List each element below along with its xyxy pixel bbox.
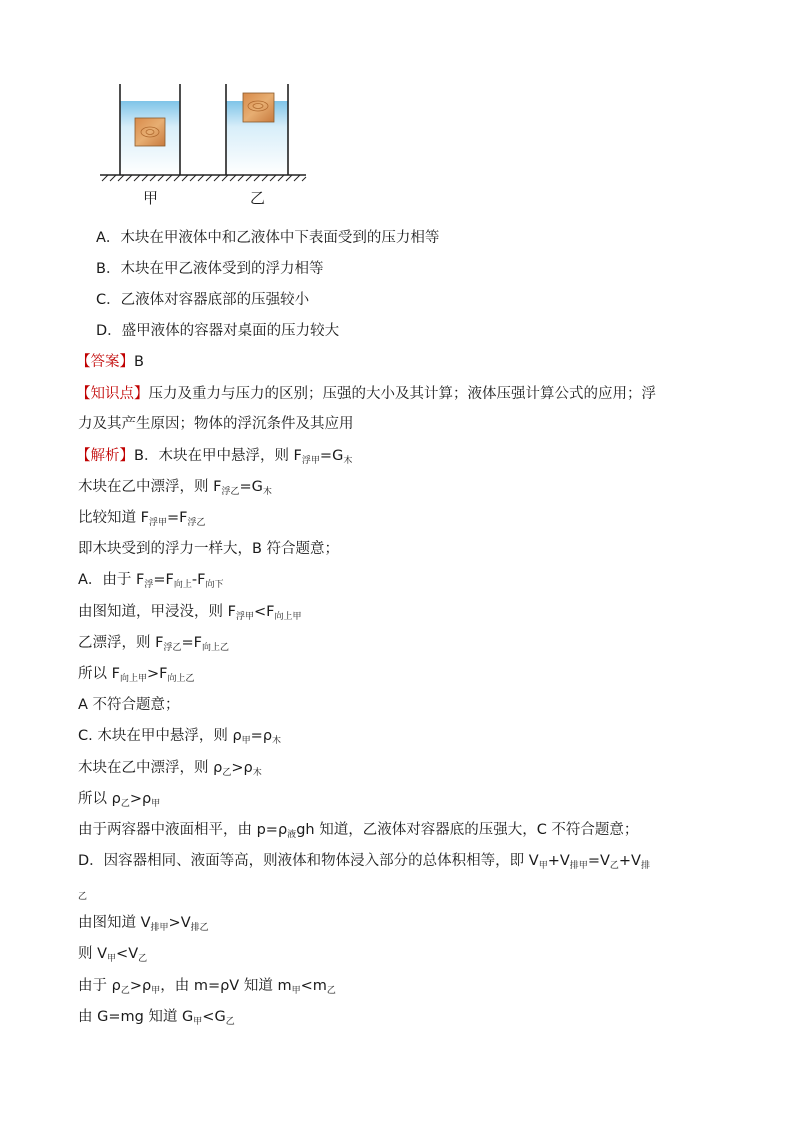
analysis-text: >V [168, 915, 191, 931]
subscript: 浮乙 [163, 643, 182, 653]
subscript: 乙 [326, 986, 336, 996]
figure-label-jia: 甲 [143, 189, 159, 207]
subscript: 甲 [151, 799, 161, 809]
subscript: 木 [343, 456, 353, 466]
subscript: 甲 [151, 986, 161, 996]
analysis-line-13 [78, 820, 638, 845]
analysis-line-18 [78, 976, 336, 1001]
subscript: 甲 [107, 954, 117, 964]
subscript: 甲 [241, 736, 251, 746]
option-c: C．乙液体对容器底部的压强较小 [96, 292, 310, 308]
analysis-text: 由图知道 V [78, 915, 151, 931]
subscript: 排甲 [569, 861, 588, 871]
answer-line [76, 352, 144, 372]
knowledge-tag: 【知识点】 [76, 386, 149, 402]
subscript: 乙 [609, 861, 619, 871]
subscript: 木 [262, 487, 272, 497]
analysis-text: A．由于 F [78, 572, 145, 588]
analysis-line-2 [78, 477, 272, 502]
analysis-text: 由 G=mg 知道 G [78, 1009, 194, 1025]
subscript: 乙 [120, 799, 130, 809]
analysis-text: 木块在乙中漂浮，则 F [78, 479, 222, 495]
analysis-text: =F [181, 635, 202, 651]
analysis-line-14 [78, 851, 650, 876]
analysis-text: 木块在乙中漂浮，则 ρ [78, 760, 223, 776]
analysis-line-10 [78, 726, 281, 751]
analysis-text: 由图知道，甲浸没，则 F [78, 604, 236, 620]
subscript: 浮甲 [148, 518, 167, 528]
subscript: 浮甲 [235, 612, 254, 622]
analysis-text: -F [191, 572, 206, 588]
answer-value: B [134, 354, 144, 370]
subscript: 向上 [173, 580, 192, 590]
analysis-text: <V [116, 946, 139, 962]
wood-block-left [135, 118, 165, 146]
figure-label-yi: 乙 [250, 189, 266, 207]
analysis-text: C. 木块在甲中悬浮，则 ρ [78, 728, 242, 744]
subscript: 甲 [193, 1017, 203, 1027]
subscript: 向上乙 [201, 643, 229, 653]
subscript: 向上甲 [119, 674, 147, 684]
subscript: 甲 [291, 986, 301, 996]
analysis-line-15 [78, 882, 87, 907]
analysis-text: >ρ [129, 791, 152, 807]
analysis-line-1 [76, 446, 352, 471]
analysis-text: B．木块在甲中悬浮，则 F [134, 448, 302, 464]
subscript: 乙 [138, 954, 148, 964]
analysis-text: =V [587, 853, 610, 869]
subscript: 液 [287, 830, 297, 840]
analysis-line-3 [78, 508, 205, 533]
knowledge-text-2: 力及其产生原因；物体的浮沉条件及其应用 [78, 416, 354, 432]
analysis-line-5 [78, 570, 224, 595]
subscript: 向下 [205, 580, 224, 590]
analysis-text: 则 V [78, 946, 108, 962]
analysis-text: =G [239, 479, 263, 495]
analysis-line-16 [78, 913, 209, 938]
analysis-text: >ρ [129, 978, 152, 994]
knowledge-line-1 [76, 384, 656, 404]
subscript: 浮甲 [301, 456, 320, 466]
analysis-line-8 [78, 664, 194, 689]
analysis-text: =ρ [250, 728, 273, 744]
subscript: 排乙 [190, 923, 209, 933]
subscript: 向上乙 [167, 674, 195, 684]
analysis-line-19 [78, 1007, 235, 1032]
analysis-text: 乙漂浮，则 F [78, 635, 164, 651]
analysis-text: >ρ [231, 760, 253, 776]
wood-block-right [243, 93, 274, 122]
analysis-line-6 [78, 602, 301, 627]
analysis-text: <m [300, 978, 327, 994]
subscript: 乙 [222, 768, 232, 778]
subscript: 乙 [225, 1017, 235, 1027]
subscript: 木 [252, 768, 262, 778]
answer-tag: 【答案】 [76, 354, 134, 370]
analysis-text: 所以 ρ [78, 791, 121, 807]
analysis-text: 由于 ρ [78, 978, 121, 994]
subscript: 浮乙 [187, 518, 206, 528]
analysis-line-12 [78, 789, 160, 814]
analysis-text: =F [153, 572, 174, 588]
knowledge-text-1: 压力及重力与压力的区别；压强的大小及其计算；液体压强计算公式的应用；浮 [148, 386, 656, 402]
analysis-text: =F [166, 510, 188, 526]
subscript: 木 [272, 736, 282, 746]
analysis-line-17 [78, 944, 147, 969]
analysis-text: 比较知道 F [78, 510, 149, 526]
analysis-text: ，由 m=ρV 知道 m [160, 978, 292, 994]
option-a: A．木块在甲液体中和乙液体中下表面受到的压力相等 [96, 230, 440, 246]
option-b: B．木块在甲乙液体受到的浮力相等 [96, 261, 324, 277]
subscript: 向上甲 [274, 612, 302, 622]
analysis-line-7 [78, 633, 229, 658]
option-d: D．盛甲液体的容器对桌面的压力较大 [96, 323, 340, 339]
subscript: 乙 [78, 892, 88, 902]
subscript: 浮 [144, 580, 154, 590]
containers-diagram [98, 84, 308, 210]
analysis-text: +V [618, 853, 641, 869]
analysis-text: >F [146, 666, 168, 682]
subscript: 排甲 [150, 923, 169, 933]
analysis-text: =G [319, 448, 344, 464]
analysis-text: +V [547, 853, 570, 869]
analysis-line-11 [78, 758, 262, 783]
subscript: 排 [640, 861, 650, 871]
analysis-text: <G [202, 1009, 226, 1025]
analysis-text: D．因容器相同、液面等高，则液体和物体浸入部分的总体积相等，即 V [78, 853, 539, 869]
analysis-text: 由于两容器中液面相平，由 p=ρ [78, 822, 288, 838]
subscript: 乙 [120, 986, 130, 996]
analysis-tag: 【解析】 [76, 448, 134, 464]
analysis-line-9: A 不符合题意； [78, 697, 180, 713]
analysis-text: gh 知道，乙液体对容器底的压强大，C 不符合题意； [296, 822, 639, 838]
analysis-text: <F [253, 604, 275, 620]
subscript: 甲 [538, 861, 548, 871]
containers-figure [98, 84, 308, 210]
subscript: 浮乙 [221, 487, 240, 497]
analysis-line-4: 即木块受到的浮力一样大，B 符合题意； [78, 541, 340, 557]
analysis-text: 所以 F [78, 666, 120, 682]
